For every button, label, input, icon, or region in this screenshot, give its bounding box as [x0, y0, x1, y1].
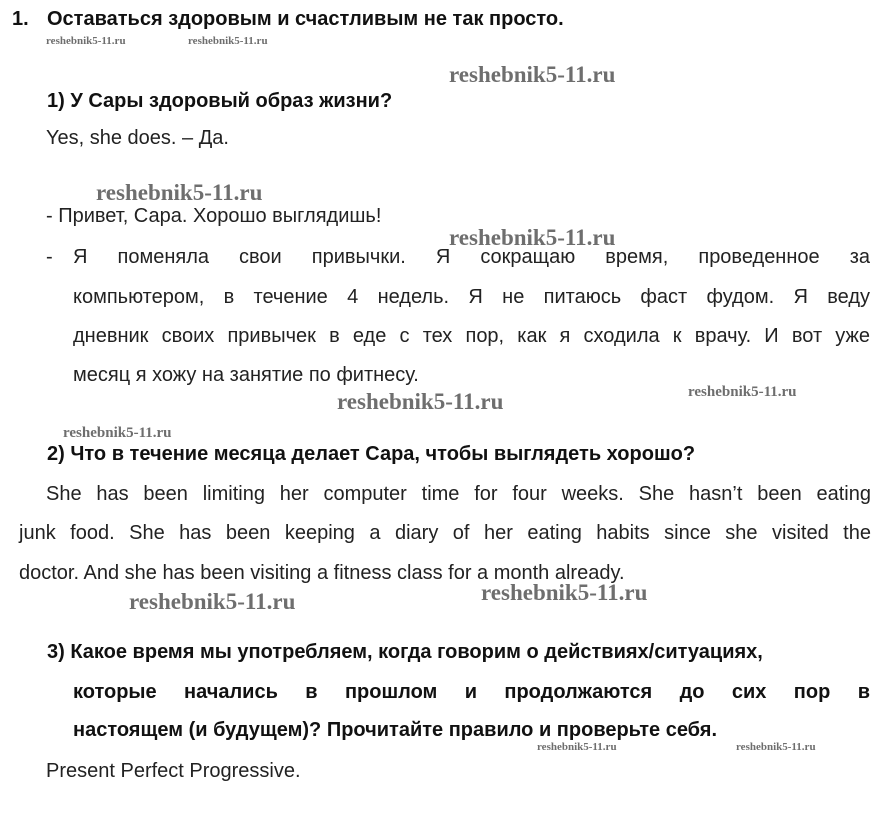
answer-2-line-2: junk food. She has been keeping a diary of her eating habits since she visited the: [19, 522, 871, 544]
watermark: reshebnik5-11.ru: [63, 425, 172, 441]
dialogue-dash: -: [46, 246, 53, 268]
answer-3: Present Perfect Progressive.: [46, 760, 301, 782]
watermark: reshebnik5-11.ru: [449, 62, 616, 87]
watermark: reshebnik5-11.ru: [688, 384, 797, 400]
watermark: reshebnik5-11.ru: [129, 589, 296, 614]
watermark: reshebnik5-11.ru: [188, 35, 268, 47]
dialogue-line-2c: дневник своих привычек в еде с тех пор, как я сходила к врачу. И вот уже: [73, 325, 870, 347]
dialogue-line-2d: месяц я хожу на занятие по фитнесу.: [73, 364, 419, 386]
section-number: 1.: [12, 8, 29, 30]
watermark: reshebnik5-11.ru: [736, 741, 816, 753]
dialogue-line-2a: Я поменяла свои привычки. Я сокращаю время, проведенное за: [73, 246, 870, 268]
answer-1: Yes, she does. – Да.: [46, 127, 229, 149]
dialogue-line-2b: компьютером, в течение 4 недель. Я не питаюсь фаст фудом. Я веду: [73, 286, 870, 308]
watermark: reshebnik5-11.ru: [537, 741, 617, 753]
question-3-line-1: 3) Какое время мы употребляем, когда говорим о действиях/ситуациях,: [47, 641, 763, 663]
question-3-line-3: настоящем (и будущем)? Прочитайте правило и проверьте себя.: [73, 719, 717, 741]
dialogue-line-1: - Привет, Сара. Хорошо выглядишь!: [46, 205, 382, 227]
watermark: reshebnik5-11.ru: [481, 580, 648, 605]
watermark: reshebnik5-11.ru: [96, 180, 263, 205]
question-1: 1) У Сары здоровый образ жизни?: [47, 90, 393, 112]
watermark: reshebnik5-11.ru: [46, 35, 126, 47]
question-3-line-2: которые начались в прошлом и продолжаются до сих пор в: [73, 681, 870, 703]
answer-2-line-3: doctor. And she has been visiting a fitness class for a month already.: [19, 562, 625, 584]
watermark: reshebnik5-11.ru: [337, 389, 504, 414]
watermark: reshebnik5-11.ru: [449, 225, 616, 250]
section-title: Оставаться здоровым и счастливым не так просто.: [47, 8, 564, 30]
question-2: 2) Что в течение месяца делает Сара, чтобы выглядеть хорошо?: [47, 443, 696, 465]
answer-2-line-1: She has been limiting her computer time for four weeks. She hasn’t been eating: [46, 483, 871, 505]
